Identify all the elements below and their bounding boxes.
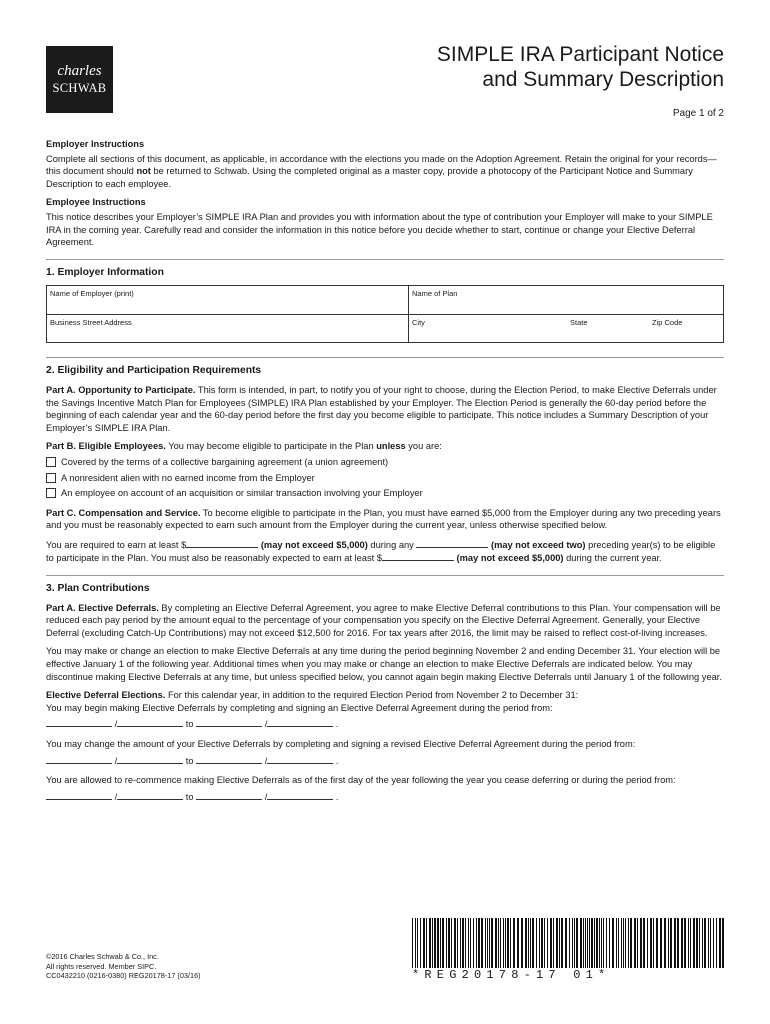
footer-line2: All rights reserved. Member SIPC. bbox=[46, 961, 157, 971]
change-end-day[interactable] bbox=[267, 754, 333, 764]
begin-start-month[interactable] bbox=[46, 717, 112, 727]
employee-instructions-heading: Employee Instructions bbox=[46, 197, 146, 208]
change-end-month[interactable] bbox=[196, 754, 262, 764]
elective-deferral-elections: Elective Deferral Elections. For this calendar year, in addition to the required Election Period from November 2 to December 31: bbox=[46, 690, 579, 701]
footer-line3: CC0432210 (0216-0380) REG20178-17 (03/16) bbox=[46, 971, 201, 980]
acquisition-label: An employee on account of an acquisition or similar transaction involving your Employer bbox=[61, 488, 423, 499]
begin-deferrals-text: You may begin making Elective Deferrals by completing and signing an Elective Deferral Agreement during the period from: bbox=[46, 702, 553, 713]
plan-name-field[interactable]: Name of Plan bbox=[408, 286, 723, 314]
recommence-end-month[interactable] bbox=[196, 790, 262, 800]
employer-name-field[interactable]: Name of Employer (print) bbox=[50, 289, 134, 299]
copyright-footer bbox=[46, 952, 201, 981]
nonresident-checkbox[interactable] bbox=[46, 473, 56, 483]
section-divider bbox=[46, 357, 724, 358]
change-start-day[interactable] bbox=[117, 754, 183, 764]
part-a-elective-deferrals: Part A. Elective Deferrals. By completing an Elective Deferral Agreement, you agree to make Elective Deferral contributions to this Plan. Your compensation will be reduced each pay period by the amount equal to the percentage of your compensation you specify on the Elective Deferral Agreement. Generally, your Elective Deferral (excluding Catch-Up Contributions) may not exceed $12,500 for 2016. For tax years after 2016, the limit may be raised to reflect cost-of-living increases. bbox=[46, 602, 721, 638]
part-a-opportunity: Part A. Opportunity to Participate. This form is intended, in part, to notify you of your right to choose, during the Election Period, to make Elective Deferrals under the Savings Incentive Match Plan for Employees (SIMPLE) IRA Plan established by your Employer. The Election Period is generally the 60-day period before the beginning of each calendar year and the 60-day period before the first day you become eligible to participate. This notice includes a Summary Description of your Employer’s SIMPLE IRA Plan. bbox=[46, 384, 717, 433]
option-nonresident bbox=[46, 472, 724, 485]
barcode-text: *REG20178-17 01* bbox=[412, 968, 611, 982]
zip-code-field[interactable]: Zip Code bbox=[652, 318, 683, 328]
logo-line1: charles bbox=[57, 63, 102, 79]
employee-instructions-text: This notice describes your Employer’s SIMPLE IRA Plan and provides you with information about the type of contribution your Employer will make to your SIMPLE IRA in the coming year. Carefully read and consider the information in this notice before you decide whether to start, continue or change your Elective Deferral Agreement. bbox=[46, 211, 713, 248]
years-field[interactable] bbox=[416, 538, 488, 548]
street-address-field[interactable]: Business Street Address bbox=[50, 318, 132, 328]
begin-date-range: / to / . bbox=[46, 717, 724, 731]
employer-instructions-text: Complete all sections of this document, as applicable, in accordance with the elections you made on the Adoption Agreement. Retain the original for your records—this document should not be returned to Schwab. Using the completed original as a master copy, provide a photocopy of the Participant Notice and Summary Description to each employee. bbox=[46, 153, 717, 189]
recommence-date-range: / to / . bbox=[46, 790, 724, 804]
election-period-text: You may make or change an election to make Elective Deferrals at any time during the period beginning November 2 and ending December 31. Your election will be effective January 1 of the following year. Additional times when you may make or change an election to make Elective Deferrals are indicated below. You may discontinue making Elective Deferrals at any time, but unless specified below, you cannot again begin making Elective Deferrals until January 1 of the following year. bbox=[46, 646, 722, 682]
recommence-start-month[interactable] bbox=[46, 790, 112, 800]
section-divider bbox=[46, 259, 724, 260]
page-number: Page 1 of 2 bbox=[672, 108, 724, 119]
state-field[interactable]: State bbox=[570, 318, 588, 328]
earnings-requirement: You are required to earn at least $ (may not exceed $5,000) during any (may not exceed two) preceding year(s) to be eligible to participate in the Plan. You must also be reasonably expected to earn at least $ (may not exceed $5,000) during the current year. bbox=[46, 539, 716, 564]
change-start-month[interactable] bbox=[46, 754, 112, 764]
employer-info-form bbox=[46, 285, 724, 343]
section1-title: 1. Employer Information bbox=[46, 266, 164, 278]
option-union bbox=[46, 456, 724, 469]
section2-title: 2. Eligibility and Participation Requirements bbox=[46, 365, 262, 377]
recommence-deferrals-text: You are allowed to re-commence making Elective Deferrals as of the first day of the year following the year you cease deferring or during the period from: bbox=[46, 775, 676, 786]
part-b-eligible: Part B. Eligible Employees. You may become eligible to participate in the Plan unless you are: bbox=[46, 441, 442, 452]
option-acquisition bbox=[46, 487, 724, 500]
title-line1: SIMPLE IRA Participant Notice bbox=[436, 43, 724, 66]
part-c-compensation: Part C. Compensation and Service. To become eligible to participate in the Plan, you must have earned $5,000 from the Employer during any two preceding years and you must be reasonably expected to earn such amount from the Employer during the current year, unless otherwise specified below. bbox=[46, 507, 721, 531]
schwab-logo bbox=[46, 46, 113, 113]
section3-title: 3. Plan Contributions bbox=[46, 583, 150, 595]
earn-amount-field[interactable] bbox=[186, 538, 258, 548]
change-deferrals-text: You may change the amount of your Elective Deferrals by completing and signing a revised Elective Deferral Agreement during the period from: bbox=[46, 739, 636, 749]
recommence-end-day[interactable] bbox=[267, 790, 333, 800]
city-field[interactable]: City bbox=[408, 315, 567, 342]
document-title bbox=[437, 42, 724, 92]
acquisition-checkbox[interactable] bbox=[46, 488, 56, 498]
begin-end-day[interactable] bbox=[267, 717, 333, 727]
union-checkbox[interactable] bbox=[46, 457, 56, 467]
logo-line2: SCHWAB bbox=[52, 81, 107, 95]
current-year-amount-field[interactable] bbox=[382, 551, 454, 561]
nonresident-label: A nonresident alien with no earned income from the Employer bbox=[61, 472, 315, 483]
change-date-range: / to / . bbox=[46, 754, 724, 768]
employer-instructions-heading: Employer Instructions bbox=[46, 139, 145, 149]
recommence-start-day[interactable] bbox=[117, 790, 183, 800]
document-body bbox=[46, 138, 724, 810]
begin-start-day[interactable] bbox=[117, 717, 183, 727]
title-line2: and Summary Description bbox=[482, 68, 724, 91]
begin-end-month[interactable] bbox=[196, 717, 262, 727]
union-label: Covered by the terms of a collective bargaining agreement (a union agreement) bbox=[61, 456, 389, 467]
barcode bbox=[412, 918, 724, 968]
footer-line1: ©2016 Charles Schwab & Co., Inc. bbox=[46, 952, 159, 961]
section-divider bbox=[46, 575, 724, 576]
